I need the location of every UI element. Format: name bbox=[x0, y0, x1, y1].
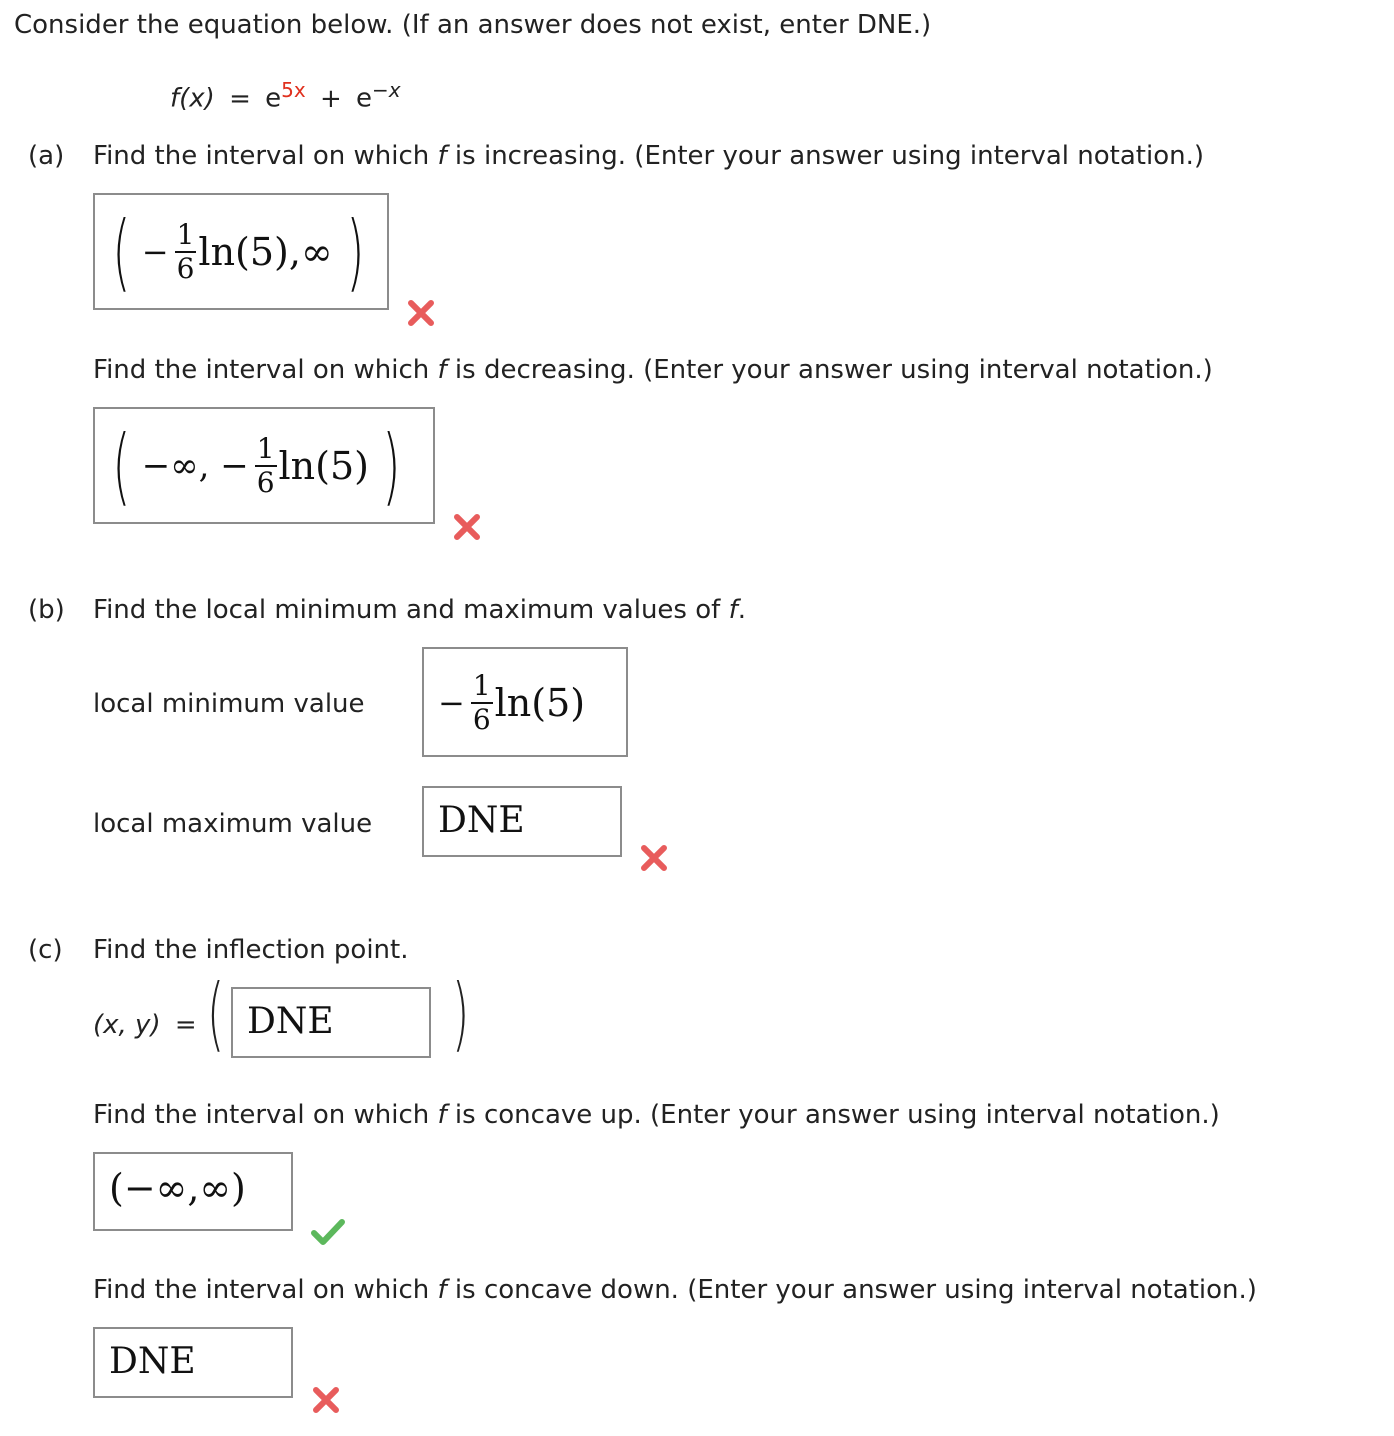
question-text: Find the interval on which bbox=[93, 1100, 438, 1130]
left-paren: ( bbox=[112, 203, 131, 301]
concave-up-input[interactable] bbox=[93, 1152, 293, 1231]
local-maximum-input[interactable] bbox=[422, 786, 622, 857]
local-minimum-label: local minimum value bbox=[93, 689, 365, 719]
function-f: f bbox=[437, 1275, 447, 1305]
question-text: Find the local minimum and maximum values of bbox=[93, 595, 729, 625]
minus-sign: − bbox=[438, 684, 465, 722]
part-c-label: (c) bbox=[28, 935, 63, 965]
question-text: Find the interval on which bbox=[93, 141, 438, 171]
question-decreasing bbox=[93, 355, 1213, 385]
fraction-denominator: 6 bbox=[176, 252, 195, 285]
question-text: . bbox=[737, 595, 746, 625]
equation-exponent-2: −x bbox=[372, 78, 401, 102]
question-text: Find the interval on which bbox=[93, 355, 438, 385]
question-inflection: Find the inflection point. bbox=[93, 935, 409, 965]
right-paren: ) bbox=[345, 203, 365, 301]
question-local-extrema bbox=[93, 595, 746, 625]
fraction-numerator: 1 bbox=[176, 218, 195, 251]
correct-check-icon bbox=[309, 1214, 347, 1248]
ln-term: ln(5) bbox=[278, 444, 369, 488]
equation bbox=[170, 78, 401, 114]
concave-up-value: (−∞,∞) bbox=[109, 1166, 246, 1210]
left-paren: ( bbox=[112, 417, 131, 515]
question-text: is concave up. (Enter your answer using interval notation.) bbox=[446, 1100, 1220, 1130]
inflection-left-paren: ( bbox=[207, 967, 225, 1060]
fraction bbox=[175, 218, 197, 285]
ln-term: ln(5) bbox=[494, 681, 586, 725]
function-f: f bbox=[437, 1100, 447, 1130]
fraction-denominator: 6 bbox=[472, 703, 491, 736]
xy-text: (x, y) bbox=[93, 1010, 161, 1040]
question-text: is decreasing. (Enter your answer using interval notation.) bbox=[446, 355, 1213, 385]
equation-equals: = bbox=[229, 83, 251, 114]
question-increasing bbox=[93, 141, 1204, 171]
decreasing-answer-input[interactable] bbox=[93, 407, 435, 524]
equation-exponent-1: 5x bbox=[281, 78, 306, 102]
inflection-value: DNE bbox=[247, 1001, 334, 1042]
question-text: Find the interval on which bbox=[93, 1275, 438, 1305]
neg-infinity: −∞, − bbox=[141, 446, 249, 486]
inflection-point-input[interactable] bbox=[231, 987, 431, 1058]
xy-label bbox=[93, 1010, 197, 1040]
inflection-right-paren: ) bbox=[452, 967, 470, 1060]
part-a-label: (a) bbox=[28, 141, 65, 171]
concave-down-value: DNE bbox=[109, 1341, 196, 1382]
fraction-numerator: 1 bbox=[256, 432, 275, 465]
xy-equals: = bbox=[174, 1010, 197, 1040]
local-maximum-label: local maximum value bbox=[93, 809, 373, 839]
incorrect-x-icon bbox=[637, 841, 671, 875]
incorrect-x-icon bbox=[404, 296, 438, 330]
equation-lhs: f(x) bbox=[170, 83, 215, 114]
increasing-answer-input[interactable] bbox=[93, 193, 389, 310]
fraction-numerator: 1 bbox=[472, 669, 491, 702]
instructions: Consider the equation below. (If an answer does not exist, enter DNE.) bbox=[14, 10, 932, 40]
equation-plus: + bbox=[319, 83, 342, 114]
right-paren: ) bbox=[382, 417, 401, 515]
question-text: is increasing. (Enter your answer using interval notation.) bbox=[446, 141, 1204, 171]
local-maximum-value: DNE bbox=[438, 800, 525, 841]
question-text: is concave down. (Enter your answer using interval notation.) bbox=[446, 1275, 1257, 1305]
part-b-label: (b) bbox=[28, 595, 65, 625]
fraction bbox=[471, 669, 493, 736]
function-f: f bbox=[437, 141, 447, 171]
equation-base-2: e bbox=[356, 83, 373, 114]
question-concave-down bbox=[93, 1275, 1257, 1305]
incorrect-x-icon bbox=[450, 510, 484, 544]
question-concave-up bbox=[93, 1100, 1220, 1130]
equation-base-1: e bbox=[265, 83, 282, 114]
fraction-denominator: 6 bbox=[256, 466, 275, 499]
minus-sign: − bbox=[141, 233, 169, 271]
function-f: f bbox=[728, 595, 738, 625]
ln-term: ln(5),∞ bbox=[198, 230, 333, 274]
incorrect-x-icon bbox=[309, 1383, 343, 1417]
concave-down-input[interactable] bbox=[93, 1327, 293, 1398]
function-f: f bbox=[437, 355, 447, 385]
fraction bbox=[255, 432, 277, 499]
local-minimum-input[interactable] bbox=[422, 647, 628, 757]
